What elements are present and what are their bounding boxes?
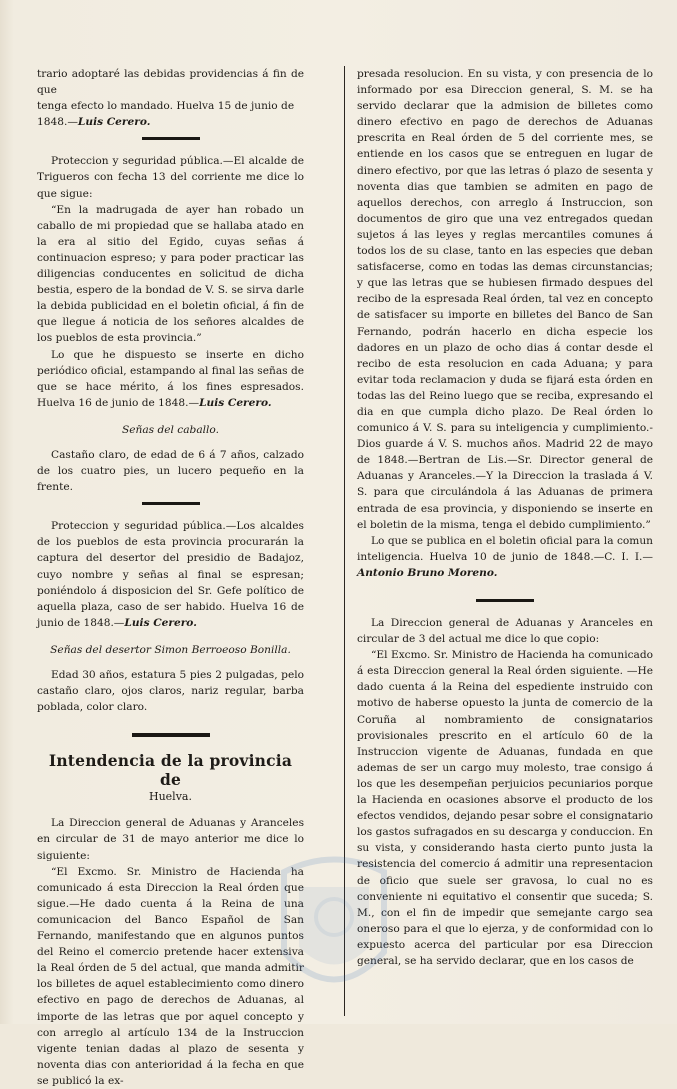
- left-column: [37, 66, 304, 1089]
- dated-signature-line: [37, 114, 304, 130]
- deserter-description: Edad 30 años, estatura 5 pies 2 pulgadas, pelo castaño claro, ojos claros, nariz regular, barba poblada, color claro.: [37, 669, 304, 714]
- notice-horse-theft: Proteccion y seguridad pública.—El alcalde de Trigueros con fecha 13 del corriente me dice lo que sigue:: [37, 155, 304, 200]
- horse-description-heading: Señas del caballo.: [122, 423, 219, 436]
- notice-horse-quote: “En la madrugada de ayer han robado un caballo de mi propiedad que se hallaba atado en la era al sitio del Egido, cuyas señas á continuacion espreso; y para poder practicar las diligencias conducentes en solicitud de dicha bestia, espero de la bondad de V. S. se sirva darle la debida publicidad en el boletin oficial, á fin de que llegue á noticia de los señores alcaldes de los pueblos de esta provincia.”: [37, 203, 304, 345]
- horse-description: Castaño claro, de edad de 6 á 7 años, calzado de los cuatro pies, un lucero pequeño en la frente.: [37, 448, 304, 494]
- notice-horse-closing: [37, 347, 304, 411]
- customs-order-continuation: presada resolucion. En su vista, y con presencia de lo informado por esa Direccion general, S. M. se ha servido declarar que la admision de billetes como dinero efectivo en pago de derechos de Aduanas prescrita en Real órden de 5 del corriente mes, se entiende en los casos que se entreguen en lugar de dinero efectivo, por que las letras ó plazo de sesenta y noventa dias que tambien se admiten en pago de aquellos derechos, con arreglo á Instruccion, son documentos de giro que una vez entregados quedan sujetos á las leyes y reglas mercantiles comunes á todos los de su clase, tanto en las especies que deban satisfacerse, como en todas las demas circunstancias; y que las letras que se hubiesen firmado despues del recibo de la espresada Real órden, tal vez en concepto de satisfacer su importe en billetes del Banco de San Fernando, podrán hacerlo en dicha especie los dadores en un plazo de ocho dias á contar desde el recibo de esta resolucion en cada Aduana; y para evitar toda reclamacion y duda se fijará esta órden en todas las del Reino luego que se reciba, expresando el dia en que cumpla dicho plazo. De Real órden lo comunico á V. S. para su inteligencia y cumplimiento.-Dios guarde á V. S. muchos años. Madrid 22 de mayo de 1848.—Bertran de Lis.—Sr. Director general de Aduanas y Aranceles.—Y la Direccion la traslada á V. S. para que circulándola á las Aduanas de primera entrada de esa provincia, y disponiendo se inserte en el boletin de la misma, tenga el debido cumplimiento.”: [357, 68, 653, 531]
- section-subtitle: Huelva.: [149, 790, 192, 804]
- notice-deserter: [37, 518, 304, 631]
- signature: Antonio Bruno Moreno.: [357, 566, 498, 579]
- section-rule-wide: [132, 733, 210, 737]
- consignee-circular-intro: La Direccion general de Aduanas y Aranceles en circular de 3 del actual me dice lo que copio:: [357, 617, 653, 646]
- deserter-description-heading: Señas del desertor Simon Berroeoso Bonilla.: [50, 643, 291, 656]
- section-rule: [142, 137, 200, 140]
- column-divider: [344, 66, 345, 1016]
- customs-circular-quote: “El Excmo. Sr. Ministro de Hacienda ha comunicado á esta Direccion la Real órden que sigue.—He dado cuenta á la Reina de una comunicacion del Banco Español de San Fernando, manifestando que en algunos puntos del Reino el comercio pretende hacer extensiva la Real órden de 5 del actual, que manda admitir los billetes de aquel establecimiento como dinero efectivo en pago de derechos de Aduanas, al importe de las letras que por aquel concepto y con arreglo al artículo 134 de la Instruccion vigente tenian dadas al plazo de sesenta y noventa dias con anterioridad á la fecha en que se publicó la ex-: [37, 865, 304, 1087]
- signature: Luis Cerero.: [77, 116, 151, 129]
- customs-order-closing: [357, 533, 653, 581]
- closing-text: Lo que he dispuesto se inserte en dicho periódico oficial, estampando al final las señas de que se hace mérito, á los fines espresados. Huelva 16 de junio de 1848.—: [37, 348, 304, 409]
- consignee-circular-quote: “El Excmo. Sr. Ministro de Hacienda ha comunicado á esta Direccion general la Real órden siguiente. —He dado cuenta á la Reina del espediente instruido con motivo de haberse opuesto la junta de comercio de la Coruña al nombramiento de consignatarios provisionales prescrito en el artículo 60 de la Instruccion vigente de Aduanas, fundada en que ademas de ser un cargo muy molesto, trae consigo á los que les desempeñan perjuicios pecuniarios porque la Hacienda en ocasiones absorve el producto de los efectos vendidos, dejando pesar sobre el consignatario los gastos sufragados en su descarga y conduccion. En su vista, y considerando hasta cierto punto justa la resistencia del comercio á admitir una representacion de oficio que suele ser gravosa, lo cual no es conveniente ni equitativo el consentir que suceda; S. M., con el fin de impedir que semejante cargo sea oneroso para el que lo ejerza, y de conformidad con lo expuesto acerca del particular por esa Direccion general, se ha servido declarar, que en los casos de: [357, 649, 653, 967]
- signature: Luis Cerero.: [199, 396, 272, 409]
- customs-circular-intro: La Direccion general de Aduanas y Aranceles en circular de 31 de mayo anterior me dice lo siguiente:: [37, 817, 304, 862]
- section-title: Intendencia de la provincia de: [48, 751, 293, 790]
- signature: Luis Cerero.: [124, 616, 197, 629]
- continued-text-line-2: tenga efecto lo mandado. Huelva 15 de junio de: [37, 100, 295, 113]
- closing-text: Lo que se publica en el boletin oficial para la comun inteligencia. Huelva 10 de junio de 1848.—C. I. I.—: [357, 534, 653, 563]
- section-rule: [142, 502, 200, 505]
- deserter-text: Proteccion y seguridad pública.—Los alcaldes de los pueblos de esta provincia procurarán la captura del desertor del presidio de Badajoz, cuyo nombre y señas al final se espresan; poniéndolo á disposicion del Sr. Gefe político de aquella plaza, caso de ser habido. Huelva 16 de junio de 1848.—: [37, 520, 304, 629]
- right-column: [357, 66, 653, 969]
- date-text: 1848.—: [37, 116, 78, 129]
- continued-text-line-1: trario adoptaré las debidas providencias á fin de que: [37, 68, 304, 97]
- section-rule: [476, 599, 534, 602]
